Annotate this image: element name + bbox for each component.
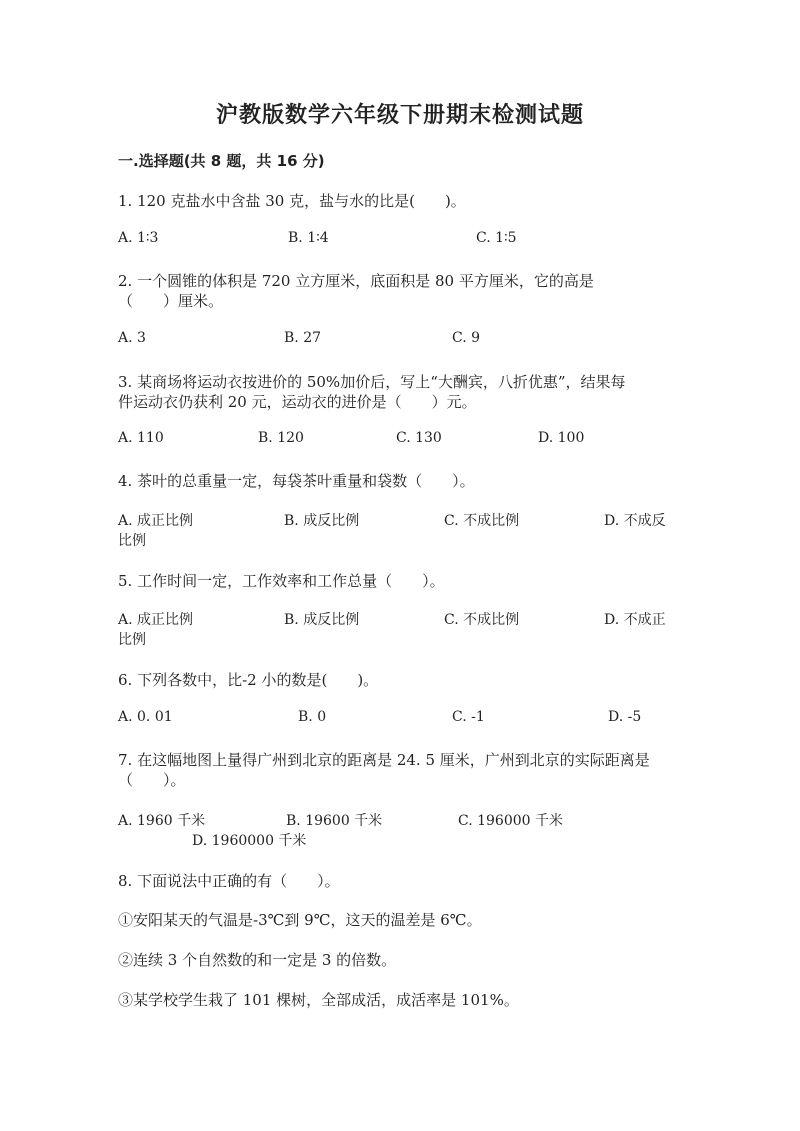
q8-statement-1: ①安阳某天的气温是-3℃到 9℃，这天的温差是 6℃。 [118,911,482,929]
section-heading: 一.选择题(共 8 题，共 16 分) [118,152,325,170]
q7-option-a: A. 1960 千米 [118,813,206,829]
q5-option-d: D. 不成正 [604,612,666,628]
q4-option-d-continued: 比例 [118,533,146,549]
question-2-text-line1: 2. 一个圆锥的体积是 720 立方厘米，底面积是 80 平方厘米，它的高是 [118,272,594,290]
question-3-text-line2: 件运动衣仍获利 20 元，运动衣的进价是（ ）元。 [118,393,477,411]
q6-option-b: B. 0 [298,709,327,725]
question-7-text-line1: 7. 在这幅地图上量得广州到北京的距离是 24. 5 厘米，广州到北京的实际距离是 [118,751,650,769]
q3-option-b: B. 120 [258,430,304,446]
q4-option-a: A. 成正比例 [118,513,194,529]
q3-option-a: A. 110 [118,430,164,446]
question-7-text-line2: （ ）。 [118,771,186,789]
q8-statement-2: ②连续 3 个自然数的和一定是 3 的倍数。 [118,951,397,969]
question-4-text: 4. 茶叶的总重量一定，每袋茶叶重量和袋数（ ）。 [118,472,475,490]
question-8-text: 8. 下面说法中正确的有（ ）。 [118,872,340,890]
q1-option-c: C. 1∶5 [476,230,517,246]
q5-option-a: A. 成正比例 [118,612,194,628]
q4-option-d: D. 不成反 [604,513,666,529]
q2-option-c: C. 9 [452,330,481,346]
q2-option-a: A. 3 [118,330,146,346]
page-title: 沪教版数学六年级下册期末检测试题 [215,103,584,128]
q4-option-c: C. 不成比例 [444,513,520,529]
q3-option-d: D. 100 [538,430,585,446]
q7-option-b: B. 19600 千米 [286,813,383,829]
q1-option-b: B. 1∶4 [288,230,329,246]
q5-option-b: B. 成反比例 [284,612,360,628]
question-6-text: 6. 下列各数中，比-2 小的数是( )。 [118,671,379,689]
q8-statement-3: ③某学校学生栽了 101 棵树，全部成活，成活率是 101%。 [118,991,519,1009]
q7-option-d: D. 1960000 千米 [192,833,307,849]
q6-option-a: A. 0. 01 [118,709,173,725]
q1-option-a: A. 1∶3 [118,230,159,246]
q4-option-b: B. 成反比例 [284,513,360,529]
q7-option-c: C. 196000 千米 [458,813,564,829]
question-5-text: 5. 工作时间一定，工作效率和工作总量（ ）。 [118,572,445,590]
q5-option-d-continued: 比例 [118,632,146,648]
question-2-text-line2: （ ）厘米。 [118,292,224,310]
question-1-text: 1. 120 克盐水中含盐 30 克，盐与水的比是( )。 [118,192,466,210]
q5-option-c: C. 不成比例 [444,612,520,628]
q3-option-c: C. 130 [396,430,442,446]
q6-option-d: D. -5 [608,709,642,725]
question-3-text-line1: 3. 某商场将运动衣按进价的 50%加价后，写上“大酬宾，八折优惠”，结果每 [118,373,626,391]
q2-option-b: B. 27 [284,330,322,346]
q6-option-c: C. -1 [452,709,485,725]
